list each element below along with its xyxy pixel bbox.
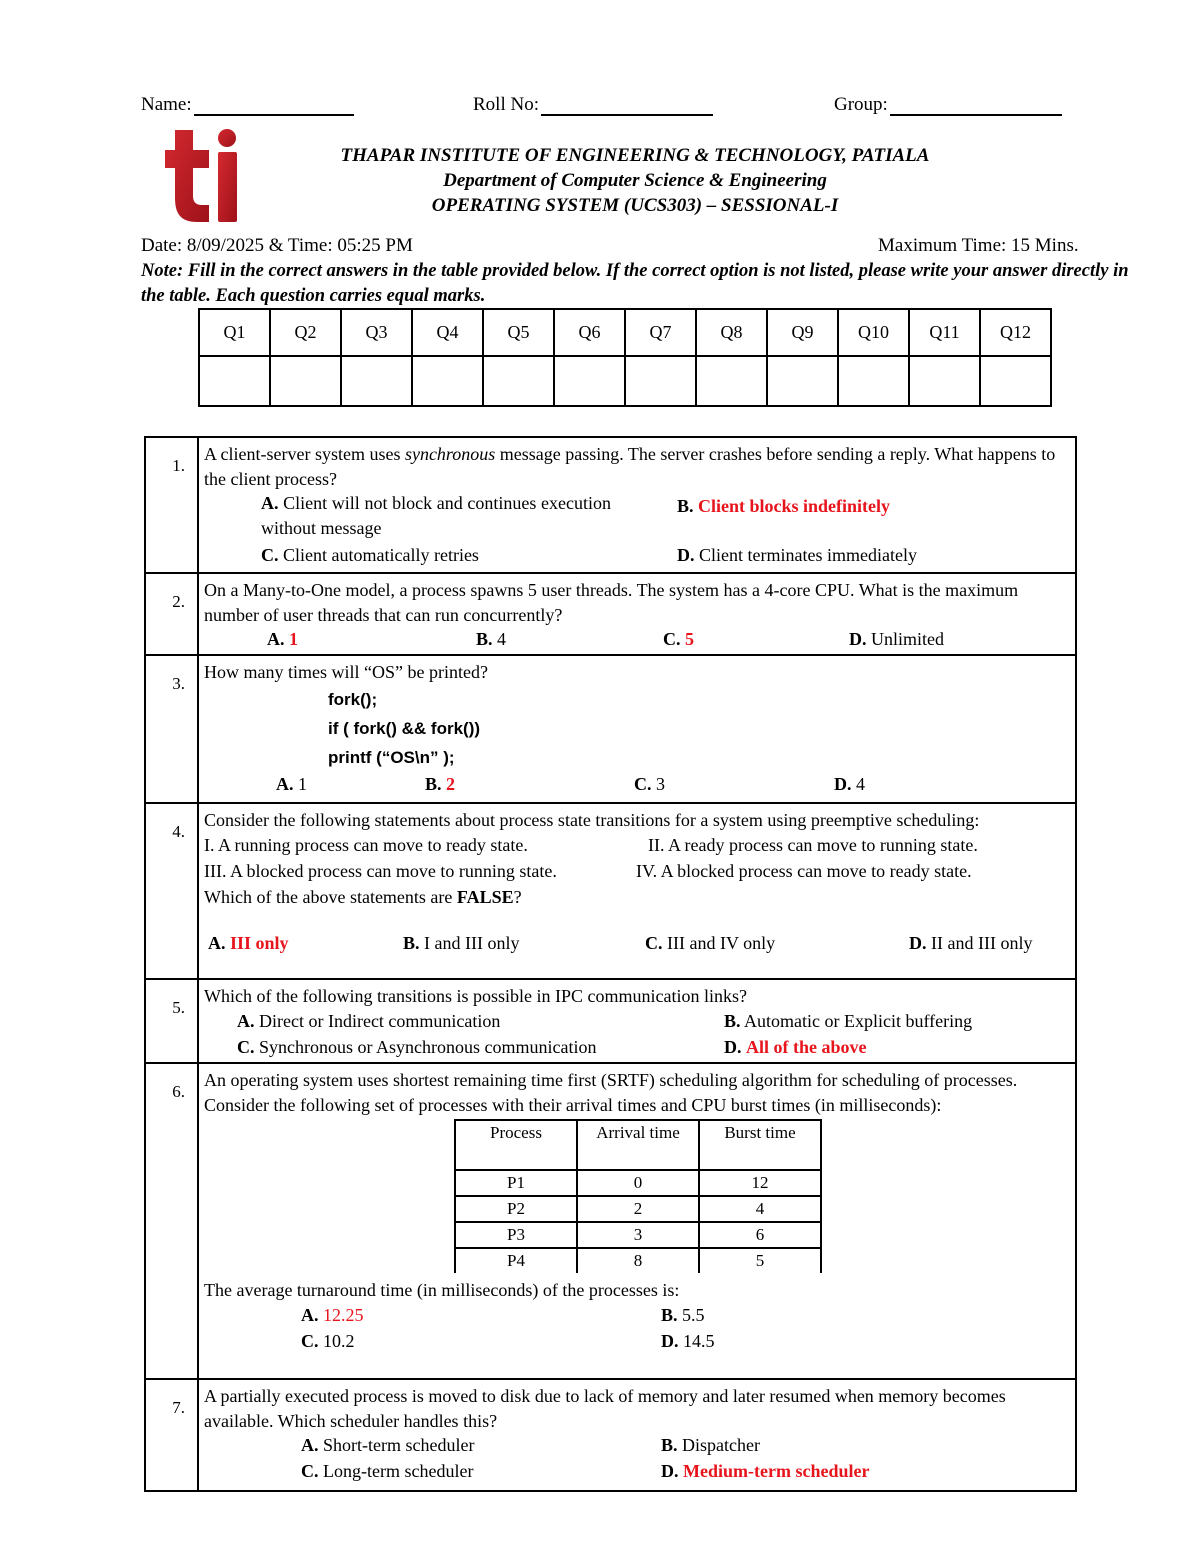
option-text-correct: 12.25: [323, 1304, 364, 1325]
option-c: [645, 931, 775, 956]
ask-text: Which of the above statements are: [204, 886, 457, 907]
option-label: A.: [276, 773, 294, 794]
col-header: Process: [455, 1120, 577, 1170]
option-a: [261, 491, 611, 540]
statement-4: IV. A blocked process can move to ready state.: [636, 860, 972, 881]
grid-header: Q5: [483, 309, 554, 356]
roll-label: Roll No:: [473, 94, 539, 115]
option-c: [634, 772, 665, 797]
table-cell: 5: [699, 1248, 821, 1273]
option-label: A.: [301, 1435, 319, 1455]
option-label: C.: [645, 933, 663, 953]
option-text: Automatic or Explicit buffering: [744, 1010, 973, 1031]
statement-1: I. A running process can move to ready state.: [204, 834, 528, 855]
option-c: [237, 1035, 596, 1060]
option-d: [724, 1035, 867, 1060]
institute-name: THAPAR INSTITUTE OF ENGINEERING & TECHNOLOGY, PATIALA: [340, 145, 930, 166]
table-cell: 6: [699, 1222, 821, 1248]
code-line: fork();: [328, 689, 378, 709]
option-c: [301, 1459, 473, 1484]
answer-cell[interactable]: [483, 356, 554, 406]
question-number: 1.: [146, 438, 199, 572]
table-cell: P3: [455, 1222, 577, 1248]
option-text: 1: [298, 773, 307, 794]
option-text: 3: [656, 773, 665, 794]
roll-line[interactable]: [541, 94, 713, 116]
ask-emphasis: FALSE: [456, 886, 514, 907]
option-a: [301, 1433, 474, 1458]
option-d: [834, 772, 865, 797]
option-text: I and III only: [424, 933, 520, 953]
option-label: D.: [661, 1461, 679, 1481]
option-label: B.: [476, 629, 493, 649]
name-line[interactable]: [194, 94, 354, 116]
option-text: 10.2: [323, 1330, 355, 1351]
course-title: OPERATING SYSTEM (UCS303) – SESSIONAL-I: [431, 195, 839, 216]
institute-logo: [163, 126, 245, 224]
table-cell: 8: [577, 1248, 699, 1273]
option-text-correct: 2: [446, 773, 456, 794]
question-text: Consider the following statements about process state transitions for a system using preemptive scheduling:: [204, 810, 980, 830]
title-block: [240, 143, 1030, 218]
option-text: Short-term scheduler: [323, 1435, 475, 1455]
question-number: 3.: [146, 656, 199, 802]
option-b: [476, 627, 506, 652]
option-text-correct: Medium-term scheduler: [683, 1461, 870, 1481]
grid-header: Q2: [270, 309, 341, 356]
statement-3: III. A blocked process can move to running state.: [204, 860, 557, 881]
option-d: [677, 543, 917, 568]
option-a: [276, 772, 307, 797]
option-a: [301, 1303, 364, 1328]
option-label: A.: [261, 493, 279, 513]
answer-cell[interactable]: [412, 356, 483, 406]
option-text: Dispatcher: [682, 1435, 760, 1455]
question-text-part: message passing. The server crashes before sending a reply. What happens to the client process?: [204, 444, 1056, 489]
question-text-emphasis: synchronous: [404, 444, 496, 464]
table-row: [455, 1170, 821, 1196]
option-text: 5.5: [682, 1304, 705, 1325]
question-ask: The average turnaround time (in milliseconds) of the processes is:: [204, 1280, 680, 1300]
option-label: B.: [661, 1304, 678, 1325]
question-2: [146, 574, 1075, 656]
option-label: C.: [301, 1330, 319, 1351]
option-text: Long-term scheduler: [323, 1461, 474, 1481]
question-number: 4.: [146, 804, 199, 978]
option-label: D.: [677, 545, 695, 565]
roll-field[interactable]: [473, 94, 713, 116]
question-1: [146, 438, 1075, 574]
table-cell: 0: [577, 1170, 699, 1196]
table-cell: 4: [699, 1196, 821, 1222]
option-label: A.: [301, 1304, 319, 1325]
option-text-correct: All of the above: [746, 1036, 867, 1057]
question-3: [146, 656, 1075, 804]
grid-header: Q10: [838, 309, 909, 356]
answer-grid: [198, 308, 1052, 407]
grid-header: Q6: [554, 309, 625, 356]
table-row: [455, 1248, 821, 1273]
option-b: [724, 1009, 972, 1034]
option-text: Direct or Indirect communication: [259, 1010, 501, 1031]
answer-cell[interactable]: [625, 356, 696, 406]
grid-header: Q1: [199, 309, 270, 356]
question-text-part: A client-server system uses: [204, 444, 405, 464]
question-4: [146, 804, 1075, 980]
question-7: [146, 1380, 1075, 1492]
answer-cell[interactable]: [767, 356, 838, 406]
col-header: Burst time: [699, 1120, 821, 1170]
answer-cell[interactable]: [341, 356, 412, 406]
option-text: Synchronous or Asynchronous communication: [259, 1036, 597, 1057]
option-label: B.: [403, 933, 420, 953]
option-d: [909, 931, 1032, 956]
question-text: Which of the following transitions is possible in IPC communication links?: [204, 986, 747, 1006]
option-b: [677, 494, 890, 519]
answer-cell[interactable]: [696, 356, 767, 406]
option-a: [208, 931, 289, 956]
question-number: 2.: [146, 574, 199, 654]
table-cell: P2: [455, 1196, 577, 1222]
grid-header: Q4: [412, 309, 483, 356]
answer-cell[interactable]: [270, 356, 341, 406]
option-label: C.: [634, 773, 652, 794]
option-label: A.: [267, 629, 285, 649]
option-label: C.: [261, 545, 279, 565]
group-label: Group:: [834, 94, 888, 115]
option-text: 4: [497, 629, 507, 649]
option-text: Client automatically retries: [283, 545, 479, 565]
option-text-correct: 5: [685, 629, 694, 649]
option-b: [425, 772, 455, 797]
grid-header: Q7: [625, 309, 696, 356]
option-d: [849, 627, 944, 652]
question-text: [204, 442, 1071, 491]
group-field[interactable]: [834, 94, 1062, 116]
option-text: Client will not block and continues execution without message: [261, 493, 612, 538]
option-b: [403, 931, 519, 956]
option-c: [663, 627, 694, 652]
question-5: [146, 980, 1075, 1064]
table-cell: 2: [577, 1196, 699, 1222]
option-b: [661, 1433, 760, 1458]
option-text-correct: 1: [289, 629, 298, 649]
question-ask: [204, 885, 1071, 910]
answer-cell[interactable]: [199, 356, 270, 406]
question-number: 6.: [146, 1064, 199, 1378]
question-number: 7.: [146, 1380, 199, 1490]
option-label: C.: [663, 629, 681, 649]
question-text: An operating system uses shortest remaining time first (SRTF) scheduling algorithm for scheduling of processes. Consider the following set of processes with their arrival times and CPU burst times (in milliseconds):: [204, 1070, 1018, 1115]
option-label: C.: [237, 1036, 255, 1057]
option-d: [661, 1329, 715, 1354]
name-field[interactable]: [141, 94, 354, 116]
process-table-header: [455, 1120, 821, 1170]
department-name: Department of Computer Science & Engineering: [443, 170, 827, 191]
table-cell: P4: [455, 1248, 577, 1273]
table-cell: P1: [455, 1170, 577, 1196]
option-a: [237, 1009, 500, 1034]
statement-2: II. A ready process can move to running state.: [648, 834, 978, 855]
question-text: A partially executed process is moved to disk due to lack of memory and later resumed when memory becomes available. Which scheduler handles this?: [204, 1386, 1006, 1431]
process-table: [454, 1119, 822, 1273]
option-label: D.: [849, 629, 867, 649]
grid-header: Q3: [341, 309, 412, 356]
option-c: [261, 543, 479, 568]
option-a: [267, 627, 298, 652]
question-number: 5.: [146, 980, 199, 1062]
answer-cell[interactable]: [838, 356, 909, 406]
option-label: D.: [724, 1036, 742, 1057]
option-text: 14.5: [683, 1330, 715, 1351]
option-text: Client terminates immediately: [699, 545, 917, 565]
answer-grid-header-row: [199, 309, 1051, 356]
answer-cell[interactable]: [554, 356, 625, 406]
date-time: Date: 8/09/2025 & Time: 05:25 PM: [141, 235, 413, 256]
grid-header: Q8: [696, 309, 767, 356]
option-text: 4: [856, 773, 865, 794]
question-text: How many times will “OS” be printed?: [204, 662, 488, 682]
question-6: [146, 1064, 1075, 1380]
answer-cell[interactable]: [909, 356, 980, 406]
grid-header: Q11: [909, 309, 980, 356]
option-text: II and III only: [931, 933, 1033, 953]
ask-text: ?: [513, 886, 522, 907]
name-label: Name:: [141, 94, 192, 115]
option-label: B.: [724, 1010, 741, 1031]
table-row: [455, 1196, 821, 1222]
code-line: if ( fork() && fork()): [328, 718, 481, 738]
option-c: [301, 1329, 355, 1354]
option-text: III and IV only: [667, 933, 776, 953]
option-label: D.: [909, 933, 927, 953]
group-line[interactable]: [890, 94, 1062, 116]
option-d: [661, 1459, 869, 1484]
option-text-correct: Client blocks indefinitely: [698, 496, 891, 516]
option-label: A.: [237, 1010, 255, 1031]
option-label: B.: [425, 773, 442, 794]
option-label: B.: [661, 1435, 678, 1455]
option-b: [661, 1303, 705, 1328]
option-label: A.: [208, 933, 226, 953]
answer-grid-entry-row: [199, 356, 1051, 406]
question-text: On a Many-to-One model, a process spawns 5 user threads. The system has a 4-core CPU. What is the maximum number of user threads that can run concurrently?: [204, 580, 1019, 625]
table-row: [455, 1222, 821, 1248]
table-cell: 12: [699, 1170, 821, 1196]
table-cell: 3: [577, 1222, 699, 1248]
grid-header: Q12: [980, 309, 1051, 356]
option-label: C.: [301, 1461, 319, 1481]
option-label: B.: [677, 496, 694, 516]
option-text-correct: III only: [230, 933, 289, 953]
code-line: printf (“OS\n” );: [328, 747, 455, 767]
max-time: Maximum Time: 15 Mins.: [878, 235, 1079, 256]
grid-header: Q9: [767, 309, 838, 356]
code-block: [328, 685, 1071, 772]
option-label: D.: [661, 1330, 679, 1351]
answer-cell[interactable]: [980, 356, 1051, 406]
instructions-note: Note: Fill in the correct answers in the table provided below. If the correct option is not listed, please write your answer directly in the table. Each question carries equal marks.: [141, 261, 1129, 306]
questions-table: [144, 436, 1077, 1492]
option-text: Unlimited: [871, 629, 944, 649]
option-label: D.: [834, 773, 852, 794]
col-header: Arrival time: [577, 1120, 699, 1170]
